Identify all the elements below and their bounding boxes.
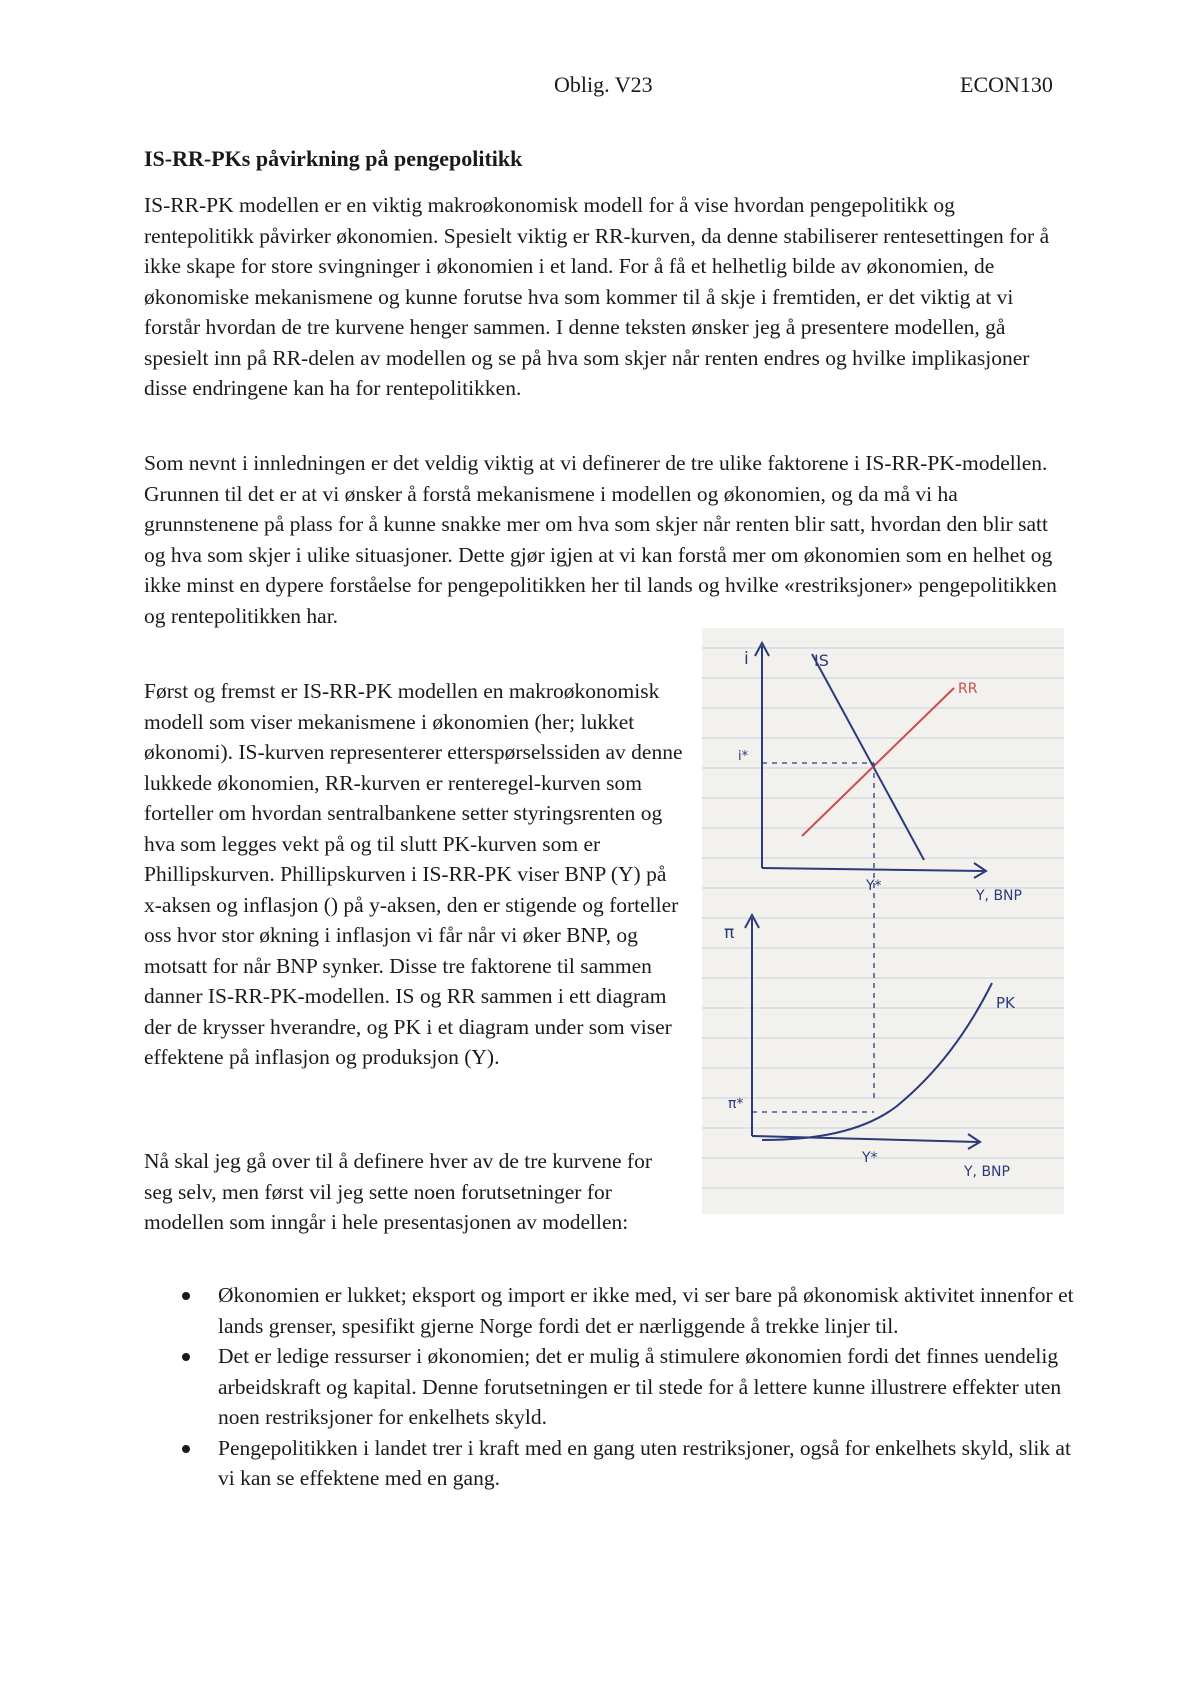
list-item-text: Økonomien er lukket; eksport og import er ikke med, vi ser bare på økonomisk aktivitet innenfor et lands grenser, spesifikt gjerne Norge fordi det er nærliggende å trekke linjer til.	[218, 1283, 1074, 1338]
bottom-y-star-label: Y*	[862, 1150, 878, 1166]
header-right: ECON130	[960, 72, 1053, 97]
is-label: IS	[814, 651, 829, 670]
pk-label: PK	[996, 994, 1015, 1012]
header-left: Oblig. V23	[554, 72, 653, 97]
bullet-icon	[182, 1445, 190, 1453]
paragraph-third: Først og fremst er IS-RR-PK modellen en makroøkonomisk modell som viser mekanismene i økonomien (her; lukket økonomi). IS-kurven representerer etterspørselssiden av denne lukkede økonomien, RR-kurven er renteregel-kurven som forteller om hvordan sentralbankene setter styringsrenten og hva som legges vekt på og til slutt PK-kurven som er Phillipskurven. Phillipskurven i IS-RR-PK viser BNP (Y) på x-aksen og inflasjon () på y-aksen, den er stigende og forteller oss hvor stor økning i inflasjon vi får når vi øker BNP, og motsatt for når BNP synker. Disse tre faktorene til sammen danner IS-RR-PK-modellen. IS og RR sammen i ett diagram der de krysser hverandre, og PK i et diagram under som viser effektene på inflasjon og produksjon (Y).	[144, 679, 683, 1069]
is-rr-pk-figure	[702, 628, 1064, 1214]
list-item	[144, 1280, 1074, 1341]
pi-star-label: π*	[728, 1096, 744, 1112]
bullet-icon	[182, 1353, 190, 1361]
top-y-star-label: Y*	[866, 878, 882, 894]
top-x-label: Y, BNP	[976, 888, 1022, 904]
bottom-x-label: Y, BNP	[964, 1164, 1010, 1180]
list-item-text: Pengepolitikken i landet trer i kraft med en gang uten restriksjoner, også for enkelhets skyld, slik at vi kan se effektene med en gang.	[218, 1435, 1071, 1490]
bottom-y-label: π	[724, 923, 735, 943]
i-star-label: i*	[738, 749, 749, 764]
list-item	[144, 1433, 1074, 1494]
assumption-list	[144, 1280, 1074, 1494]
top-y-label: i	[744, 649, 749, 669]
list-item	[144, 1341, 1074, 1433]
paragraph-intro: IS-RR-PK modellen er en viktig makroøkonomisk modell for å vise hvordan pengepolitikk og rentepolitikk påvirker økonomien. Spesielt viktig er RR-kurven, da denne stabiliserer rentesettingen for å ikke skape for store svingninger i økonomien i et land. For å få et helhetlig bilde av økonomien, de økonomiske mekanismene og kunne forutse hva som kommer til å skje i fremtiden, er det viktig at vi forstår hvordan de tre kurvene henger sammen. I denne teksten ønsker jeg å presentere modellen, gå spesielt inn på RR-delen av modellen og se på hva som skjer når renten endres og hvilke implikasjoner disse endringene kan ha for rentepolitikken.	[144, 193, 1050, 400]
paragraph-second: Som nevnt i innledningen er det veldig viktig at vi definerer de tre ulike faktorene i IS-RR-PK-modellen. Grunnen til det er at vi ønsker å forstå mekanismene i modellen og økonomien, og da må vi ha grunnstenene på plass for å kunne snakke mer om hva som skjer når renten blir satt, hvordan den blir satt og hva som skjer i ulike situasjoner. Dette gjør igjen at vi kan forstå mer om økonomien som en helhet og ikke minst en dypere forståelse for pengepolitikken her til lands og hvilke «restriksjoner» pengepolitikken og rentepolitikken har.	[144, 451, 1057, 628]
paragraph-fourth: Nå skal jeg gå over til å definere hver av de tre kurvene for seg selv, men først vil jeg sette noen forutsetninger for modellen som inngår i hele presentasjonen av modellen:	[144, 1149, 653, 1234]
page-title: IS-RR-PKs påvirkning på pengepolitikk	[144, 146, 523, 171]
list-item-text: Det er ledige ressurser i økonomien; det er mulig å stimulere økonomien fordi det finnes uendelig arbeidskraft og kapital. Denne forutsetningen er til stede for å lettere kunne illustrere effekter uten noen restriksjoner for enkelhets skyld.	[218, 1344, 1062, 1429]
bullet-icon	[182, 1292, 190, 1300]
rr-label: RR	[958, 681, 978, 697]
